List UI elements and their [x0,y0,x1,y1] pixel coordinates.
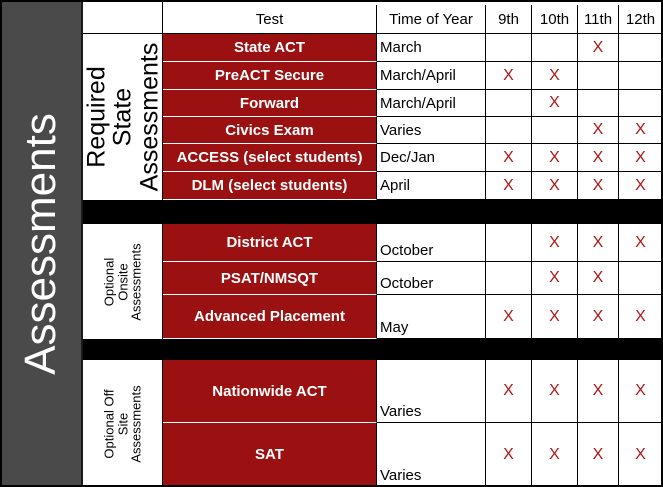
grade-mark-11: X [578,295,619,339]
grade-mark-12 [619,90,663,117]
group-label-line: Site [114,412,130,435]
test-name: Civics Exam [163,117,377,144]
time-of-year: October [377,224,486,262]
time-of-year: Varies [377,423,486,487]
grade-mark-10: X [532,90,578,117]
grade-mark-9: X [486,360,532,423]
header-corner [83,0,163,34]
grade-mark-11 [578,62,619,90]
grade-mark-9: X [486,62,532,90]
grade-mark-12 [619,34,663,62]
group-label-line: Optional Off [101,388,117,459]
time-of-year: March/April [377,62,486,90]
grade-mark-12: X [619,172,663,200]
group-optional-onsite-label [102,243,143,320]
test-name: PSAT/NMSQT [163,262,377,295]
test-name: Forward [163,90,377,117]
grade-mark-9: X [486,423,532,487]
header-test: Test [163,5,377,34]
grade-mark-9: X [486,144,532,172]
test-name: District ACT [163,224,377,262]
test-name: State ACT [163,34,377,62]
grade-mark-9: X [486,295,532,339]
section-divider [83,200,663,224]
grade-mark-9 [486,262,532,295]
header-grade-9: 9th [486,5,532,34]
time-of-year: April [377,172,486,200]
test-name: Advanced Placement [163,295,377,339]
grade-mark-12: X [619,360,663,423]
grade-mark-9 [486,224,532,262]
time-of-year: Varies [377,360,486,423]
grade-mark-10: X [532,62,578,90]
header-grade-11: 11th [578,5,619,34]
grade-mark-10: X [532,262,578,295]
test-name: SAT [163,423,377,487]
side-title: Assessments [15,112,65,375]
grade-mark-11: X [578,34,619,62]
grade-mark-10 [532,117,578,144]
group-required-state [83,34,163,200]
header-grade-10: 10th [532,5,578,34]
grade-mark-11: X [578,117,619,144]
grade-mark-12: X [619,224,663,262]
grade-mark-9 [486,117,532,144]
grade-mark-10: X [532,172,578,200]
time-of-year: March/April [377,90,486,117]
grade-mark-9 [486,90,532,117]
grade-mark-11: X [578,172,619,200]
group-label-line: Assessments [134,42,163,192]
test-name: DLM (select students) [163,172,377,200]
test-name: Nationwide ACT [163,360,377,423]
grade-mark-10: X [532,360,578,423]
time-of-year: Dec/Jan [377,144,486,172]
side-title-panel [0,0,83,487]
grade-mark-11: X [578,360,619,423]
header-grade-12: 12th [619,5,663,34]
grade-mark-12: X [619,144,663,172]
grade-mark-11 [578,90,619,117]
section-divider [83,339,663,360]
time-of-year: October [377,262,486,295]
time-of-year: March [377,34,486,62]
test-name: ACCESS (select students) [163,144,377,172]
group-optional-offsite [83,360,163,487]
grade-mark-10: X [532,224,578,262]
grade-mark-12: X [619,295,663,339]
grade-mark-10: X [532,144,578,172]
grade-mark-10: X [532,295,578,339]
group-label-line: Assessments [128,384,144,463]
group-optional-offsite-label [102,385,143,462]
grade-mark-12: X [619,423,663,487]
grade-mark-9: X [486,172,532,200]
time-of-year: May [377,295,486,339]
grade-mark-11: X [578,224,619,262]
grade-mark-10: X [532,423,578,487]
group-label-line: Onsite [114,262,130,301]
group-label-line: Required State [82,66,137,168]
grade-mark-12: X [619,117,663,144]
grade-mark-11: X [578,144,619,172]
grade-mark-12 [619,262,663,295]
header-time: Time of Year [377,5,486,34]
group-optional-onsite [83,224,163,339]
group-label-line: Optional [101,257,117,306]
grade-mark-10 [532,34,578,62]
grade-mark-9 [486,34,532,62]
grade-mark-12 [619,62,663,90]
test-name: PreACT Secure [163,62,377,90]
grade-mark-11: X [578,262,619,295]
time-of-year: Varies [377,117,486,144]
grade-mark-11: X [578,423,619,487]
group-required-state-label [83,43,162,192]
group-label-line: Assessments [128,242,144,321]
